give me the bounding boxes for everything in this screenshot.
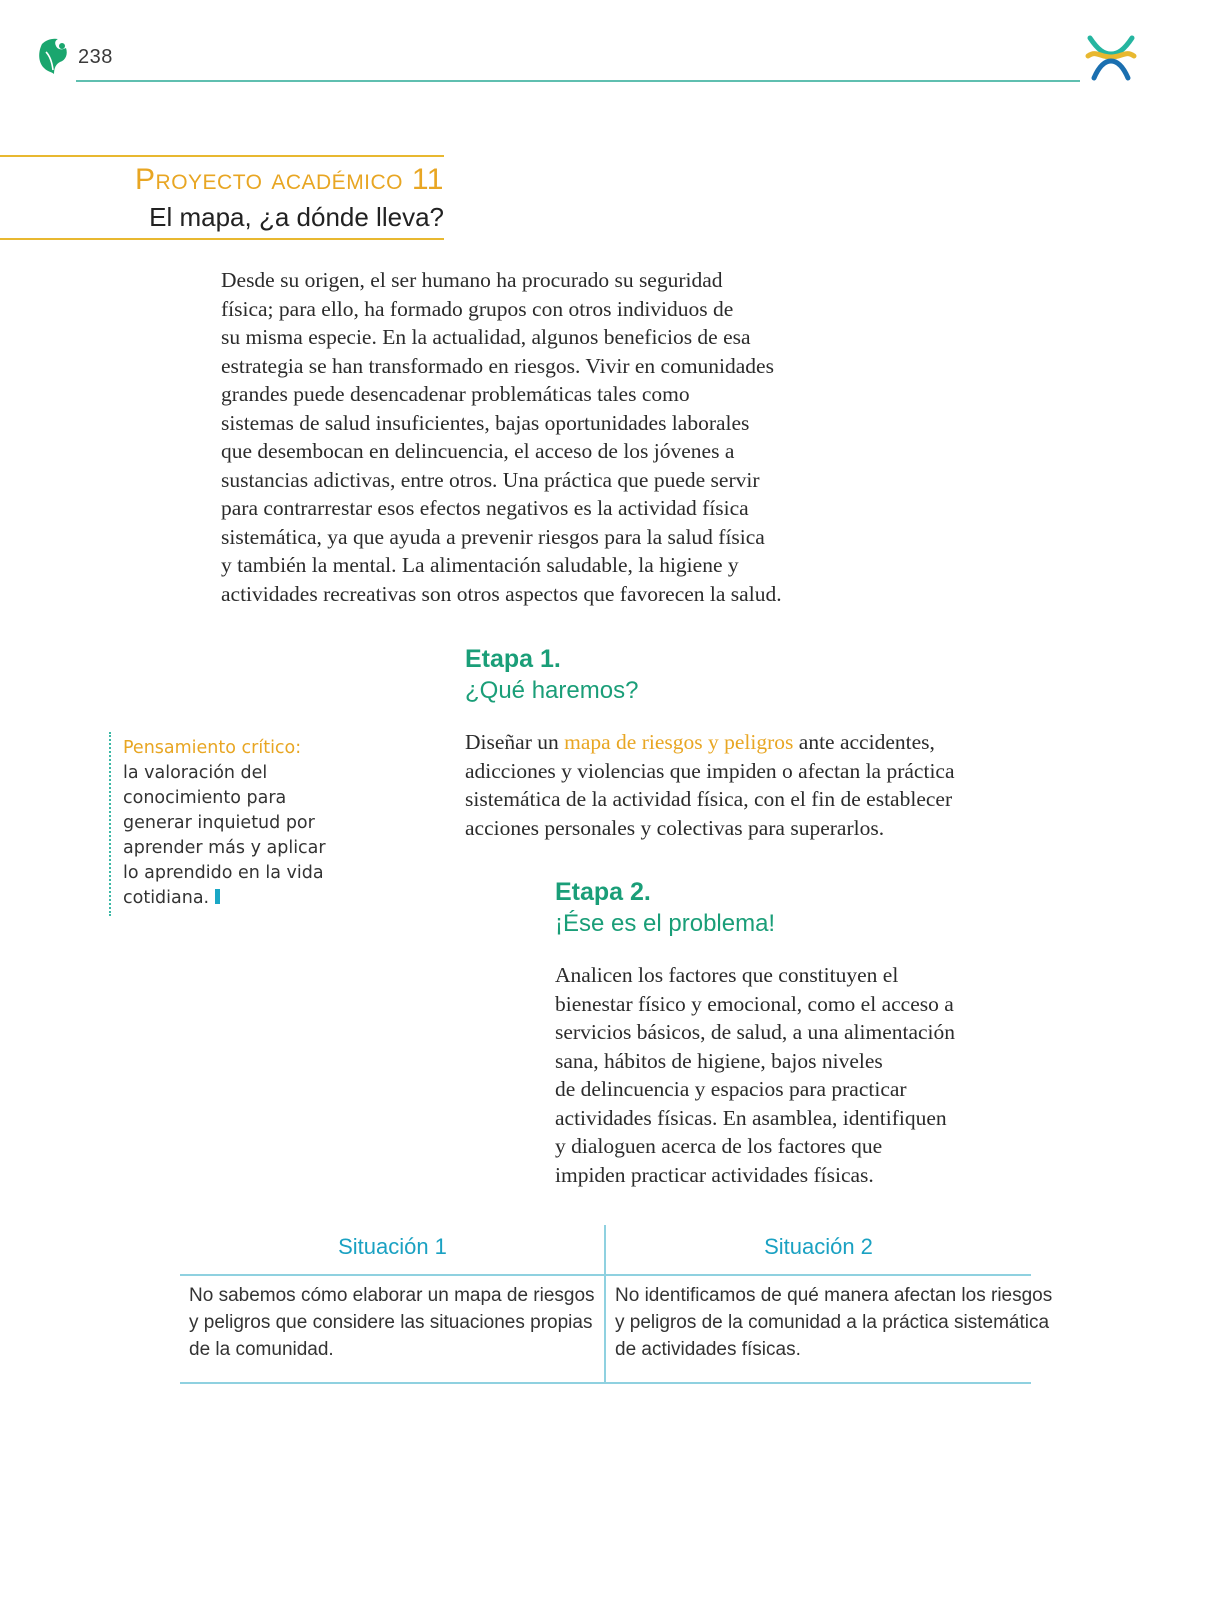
header-rule bbox=[76, 80, 1080, 82]
situation2-line: y peligros de la comunidad a la práctica sistemática bbox=[615, 1312, 1050, 1333]
stage1-line: sistemática de la actividad física, con el fin de establecer bbox=[465, 787, 953, 811]
stage2-heading bbox=[555, 876, 775, 940]
situation2-cell bbox=[606, 1272, 1053, 1363]
intro-line: sustancias adictivas, entre otros. Una práctica que puede servir bbox=[221, 467, 760, 492]
green-leaf-icon bbox=[36, 38, 70, 76]
situation2-header: Situación 2 bbox=[764, 1234, 873, 1259]
side-note-line: generar inquietud por bbox=[123, 813, 315, 833]
situation1-header: Situación 1 bbox=[338, 1234, 447, 1259]
intro-line: sistemas de salud insuficientes, bajas oportunidades laborales bbox=[221, 410, 750, 435]
stage1-line: acciones personales y colectivas para superarlos. bbox=[465, 815, 885, 840]
side-note-line: conocimiento para bbox=[123, 788, 287, 808]
side-note-line: lo aprendido en la vida bbox=[123, 863, 324, 883]
stage2-line: de delincuencia y espacios para practicar bbox=[555, 1077, 907, 1101]
stage1-number: Etapa 1. bbox=[465, 645, 561, 673]
end-mark-icon bbox=[215, 889, 220, 904]
stage1-question: ¿Qué haremos? bbox=[465, 677, 639, 704]
situation1-line: No sabemos cómo elaborar un mapa de riesgos bbox=[189, 1285, 595, 1306]
intro-line: sistemática, ya que ayuda a prevenir riesgos para la salud física bbox=[221, 524, 765, 549]
side-note-line: la valoración del bbox=[123, 763, 268, 783]
intro-paragraph bbox=[221, 266, 821, 608]
situation2-line: de actividades físicas. bbox=[615, 1339, 801, 1360]
stage2-question: ¡Ése es el problema! bbox=[555, 910, 776, 937]
stage1-paragraph bbox=[465, 728, 955, 842]
intro-line: su misma especie. En la actualidad, algunos beneficios de esa bbox=[221, 325, 751, 349]
stage2-line: sana, hábitos de higiene, bajos niveles bbox=[555, 1048, 883, 1073]
situation1-line: de la comunidad. bbox=[189, 1339, 334, 1360]
intro-line: grandes puede desencadenar problemáticas tales como bbox=[221, 382, 690, 406]
stage1-line bbox=[465, 728, 955, 757]
stage2-paragraph bbox=[555, 961, 955, 1189]
intro-line: estrategia se han transformado en riesgos. Vivir en comunidades bbox=[221, 353, 774, 378]
intro-line: actividades recreativas son otros aspectos que favorecen la salud. bbox=[221, 581, 782, 606]
side-note-rule bbox=[109, 732, 111, 916]
stage2-line: bienestar físico y emocional, como el acceso a bbox=[555, 991, 954, 1016]
stage1-text: Diseñar un bbox=[465, 730, 565, 754]
situation2-column bbox=[606, 1222, 1053, 1363]
table-bottom-rule bbox=[180, 1382, 1031, 1384]
intro-line: para contrarrestar esos efectos negativos es la actividad física bbox=[221, 496, 749, 520]
intro-line: física; para ello, ha formado grupos con otros individuos de bbox=[221, 296, 734, 321]
stage1-line: adicciones y violencias que impiden o afectan la práctica bbox=[465, 758, 955, 783]
side-note-term: Pensamiento crítico: bbox=[123, 738, 302, 758]
crossed-curves-logo bbox=[1084, 30, 1138, 84]
stage2-line: servicios básicos, de salud, a una alimentación bbox=[555, 1020, 956, 1044]
project-title: El mapa, ¿a dónde lleva? bbox=[149, 202, 444, 232]
stage2-line: Analicen los factores que constituyen el bbox=[555, 963, 899, 987]
side-note-line: cotidiana. bbox=[123, 888, 210, 908]
stage1-heading bbox=[465, 643, 638, 707]
title-rule-top bbox=[0, 155, 444, 157]
stage2-line: actividades físicas. En asamblea, identifiquen bbox=[555, 1105, 947, 1130]
intro-line: Desde su origen, el ser humano ha procurado su seguridad bbox=[221, 268, 723, 292]
situation1-line: y peligros que considere las situaciones propias bbox=[189, 1312, 593, 1333]
situation2-line: No identificamos de qué manera afectan los riesgos bbox=[615, 1285, 1053, 1306]
stage2-number: Etapa 2. bbox=[555, 878, 651, 906]
intro-line: y también la mental. La alimentación saludable, la higiene y bbox=[221, 553, 739, 577]
title-rule-bottom bbox=[0, 238, 444, 240]
stage1-text: ante accidentes, bbox=[793, 730, 935, 754]
situation1-column bbox=[180, 1222, 605, 1363]
page-number: 238 bbox=[78, 46, 113, 68]
stage2-line: impiden practicar actividades físicas. bbox=[555, 1162, 874, 1187]
stage2-line: y dialoguen acerca de los factores que bbox=[555, 1134, 883, 1158]
risk-map-term: mapa de riesgos y peligros bbox=[564, 730, 794, 754]
side-note-last-line bbox=[123, 886, 353, 911]
side-note bbox=[123, 736, 353, 911]
project-label: Proyecto académico 11 bbox=[135, 163, 444, 196]
intro-line: que desembocan en delincuencia, el acceso de los jóvenes a bbox=[221, 439, 735, 463]
situation1-cell bbox=[180, 1272, 605, 1363]
side-note-line: aprender más y aplicar bbox=[123, 838, 326, 858]
